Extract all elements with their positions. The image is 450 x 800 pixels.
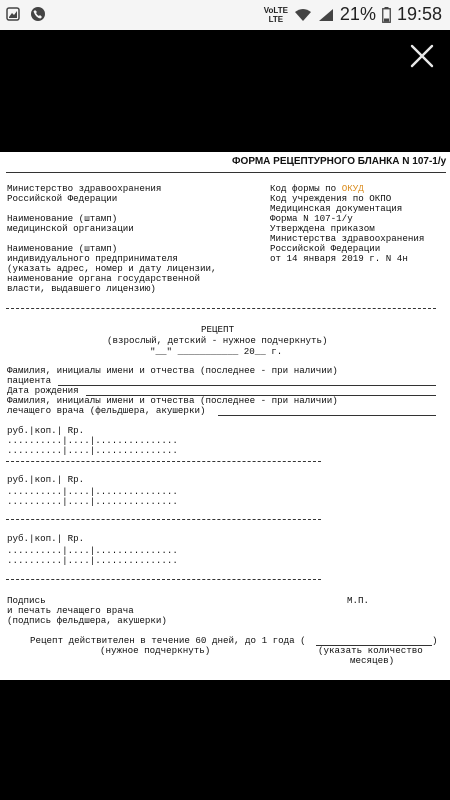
org-stamp-line-2: медицинской организации [7,223,134,234]
status-right [264,4,442,25]
okud-link[interactable]: ОКУД [341,183,364,194]
signature-label-3: (подпись фельдшера, акушерки) [7,615,167,626]
order-date-line: от 14 января 2019 г. N 4н [270,253,408,264]
validity-text: Рецепт действителен в течение 60 дней, до 1 года ( [30,635,306,646]
network-bottom-label: LTE [268,14,284,24]
recipe-subtitle: (взрослый, детский - нужное подчеркнуть) [107,335,328,346]
clock: 19:58 [396,4,442,24]
validity-note: (нужное подчеркнуть) [100,645,211,656]
approved-line: Утверждена приказом [270,223,375,234]
ip-stamp-line-5: власти, выдавшего лицензию) [7,283,156,294]
prescription-form-image [0,152,450,680]
signature-label-2: и печать лечащего врача [7,605,134,616]
battery-icon [382,7,391,23]
image-icon [6,7,20,21]
rp-dots-line: ..........|....|............... [7,555,178,566]
form-number-line: Форма N 107-1/у [270,213,353,224]
form-title: ФОРМА РЕЦЕПТУРНОГО БЛАНКА N 107-1/у [232,156,447,167]
patient-name-label-1: Фамилия, инициалы имени и отчества (последнее - при наличии) [7,365,338,376]
okud-prefix: Код формы по [270,183,342,194]
ip-stamp-line-2: индивидуального предпринимателя [7,253,178,264]
viewer-background-bottom [0,680,450,800]
rp-label: руб.|коп.| Rp. [7,425,85,436]
rp-label: руб.|коп.| Rp. [7,533,85,544]
doctor-name-field [218,415,436,416]
wifi-icon [294,8,312,22]
network-type [264,6,288,24]
doctor-name-label-1: Фамилия, инициалы имени и отчества (последнее - при наличии) [7,395,338,406]
viewer-toolbar [0,30,450,82]
ip-stamp-line-3: (указать адрес, номер и дату лицензии, [7,263,217,274]
quantity-label-2: месяцев) [350,655,395,666]
rp-dots-line: ..........|....|............... [7,545,178,556]
title-rule [6,172,446,173]
doctor-name-label-2: лечащего врача (фельдшера, акушерки) [7,405,206,416]
phone-icon [30,6,46,22]
rp-divider [6,519,321,520]
rp-divider [6,461,321,462]
rp-dots-line: ..........|....|............... [7,486,178,497]
stamp-place-label: М.П. [347,595,370,606]
recipe-title: РЕЦЕПТ [201,324,235,335]
network-top-label: VoLTE [263,5,288,15]
org-stamp-line-1: Наименование (штамп) [7,213,118,224]
quantity-label-1: (указать количество [318,645,423,656]
med-doc-line: Медицинская документация [270,203,403,214]
section-divider-1 [6,308,436,309]
ip-stamp-line-1: Наименование (штамп) [7,243,118,254]
patient-name-field [58,385,436,386]
ministry-line-2: Российской Федерации [7,193,118,204]
rp-dots-line: ..........|....|............... [7,435,178,446]
validity-close-paren: ) [432,635,438,646]
right-ministry-line-2: Российской Федерации [270,243,381,254]
recipe-date-line: "__" ___________ 20__ г. [150,346,283,357]
okpo-line: Код учреждения по ОКПО [270,193,392,204]
rp-divider [6,579,321,580]
status-bar [0,0,450,30]
rp-dots-line: ..........|....|............... [7,496,178,507]
ministry-line-1: Министерство здравоохранения [7,183,162,194]
right-ministry-line-1: Министерства здравоохранения [270,233,425,244]
patient-name-label-2: пациента [7,375,52,386]
battery-percent: 21% [339,4,376,24]
signature-label-1: Подпись [7,595,46,606]
rp-dots-line: ..........|....|............... [7,445,178,456]
signal-icon [318,8,334,22]
status-left [6,6,46,22]
rp-label: руб.|коп.| Rp. [7,474,85,485]
birth-date-label: Дата рождения [7,385,79,396]
close-icon[interactable] [408,42,436,70]
ip-stamp-line-4: наименование органа государственной [7,273,200,284]
